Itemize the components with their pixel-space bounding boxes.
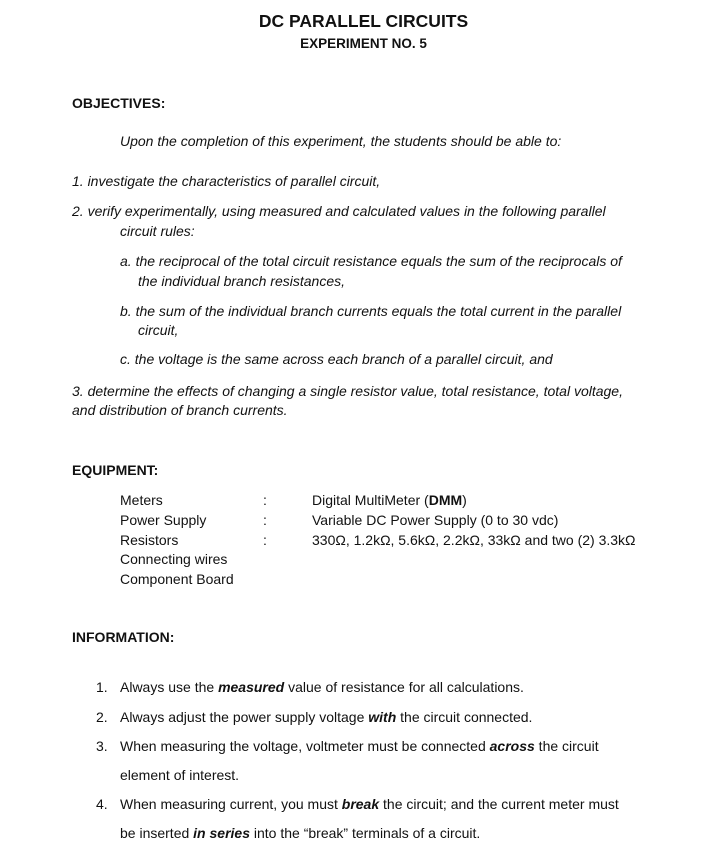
information-item-3-post: the circuit (534, 738, 599, 754)
information-item-3-continued: element of interest. (120, 767, 240, 783)
objective-item-3-line-1: 3. determine the effects of changing a single resistor value, total resistance, total voltage, (72, 383, 623, 399)
information-item-1-emphasis: measured (218, 679, 285, 695)
information-item-2 (120, 709, 532, 725)
information-item-4-emphasis: break (341, 796, 380, 812)
experiment-number: EXPERIMENT NO. 5 (300, 36, 427, 51)
equipment-label-connecting-wires: Connecting wires (120, 551, 228, 567)
equipment-value-meters-post: ) (462, 492, 467, 508)
information-item-number: 1. (96, 679, 108, 695)
information-item-4-continued (120, 825, 480, 841)
information-item-number: 3. (96, 738, 108, 754)
information-item-1-pre: Always use the (120, 679, 219, 695)
information-item-4-cont-post: into the “break” terminals of a circuit. (250, 825, 481, 841)
information-item-3-pre: When measuring the voltage, voltmeter must be connected (120, 738, 490, 754)
information-item-3 (120, 738, 599, 754)
objective-item-3-line-2: and distribution of branch currents. (72, 402, 288, 418)
information-item-2-pre: Always adjust the power supply voltage (120, 709, 369, 725)
equipment-colon: : (263, 512, 267, 528)
equipment-heading: EQUIPMENT: (72, 462, 159, 478)
information-item-number: 2. (96, 709, 108, 725)
equipment-label-meters: Meters (120, 492, 163, 508)
equipment-value-resistors: 330Ω, 1.2kΩ, 5.6kΩ, 2.2kΩ, 33kΩ and two (2) 3.3kΩ (312, 532, 636, 548)
equipment-label-power-supply: Power Supply (120, 512, 207, 528)
equipment-colon: : (263, 492, 267, 508)
objective-sub-b-line-1: b. the sum of the individual branch currents equals the total current in the parallel (120, 303, 622, 319)
information-item-1-post: value of resistance for all calculations. (284, 679, 524, 695)
information-item-4 (120, 796, 619, 812)
objective-item-2-line-2: circuit rules: (120, 223, 195, 239)
objective-sub-c: c. the voltage is the same across each branch of a parallel circuit, and (120, 351, 553, 367)
objectives-intro: Upon the completion of this experiment, the students should be able to: (120, 133, 562, 149)
information-item-4-pre: When measuring current, you must (120, 796, 342, 812)
objective-sub-b-line-2: circuit, (138, 322, 179, 338)
information-item-3-emphasis: across (489, 738, 535, 754)
objective-item-1: 1. investigate the characteristics of parallel circuit, (72, 173, 381, 189)
objective-sub-a-line-1: a. the reciprocal of the total circuit resistance equals the sum of the reciprocals of (120, 253, 622, 269)
objective-item-2-line-1: 2. verify experimentally, using measured and calculated values in the following parallel (72, 203, 606, 219)
equipment-value-meters-bold: DMM (428, 492, 463, 508)
equipment-value-meters (312, 492, 467, 508)
objectives-heading: OBJECTIVES: (72, 95, 166, 111)
information-item-4-cont-emphasis: in series (193, 825, 250, 841)
information-item-1 (120, 679, 524, 695)
equipment-label-component-board: Component Board (120, 571, 234, 587)
equipment-label-resistors: Resistors (120, 532, 179, 548)
equipment-colon: : (263, 532, 267, 548)
information-item-number: 4. (96, 796, 108, 812)
document-title: DC PARALLEL CIRCUITS (258, 11, 469, 31)
information-heading: INFORMATION: (72, 629, 175, 645)
information-item-4-post: the circuit; and the current meter must (379, 796, 619, 812)
information-item-2-emphasis: with (368, 709, 397, 725)
equipment-value-power-supply: Variable DC Power Supply (0 to 30 vdc) (312, 512, 559, 528)
equipment-value-meters-pre: Digital MultiMeter ( (312, 492, 429, 508)
information-item-4-cont-pre: be inserted (120, 825, 194, 841)
information-item-2-post: the circuit connected. (396, 709, 533, 725)
objective-sub-a-line-2: the individual branch resistances, (138, 273, 346, 289)
